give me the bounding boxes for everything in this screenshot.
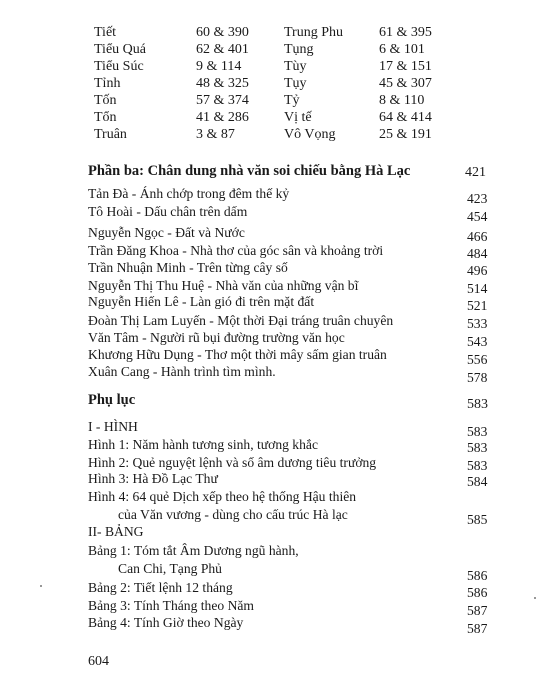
- page-number: 423: [467, 191, 488, 206]
- toc-entry: Bảng 2: Tiết lệnh 12 tháng: [88, 580, 233, 595]
- section-heading: Phụ lục: [88, 392, 136, 408]
- page-number: 543: [467, 334, 488, 349]
- toc-entry: Văn Tâm - Người rũ bụi đường trường văn học: [88, 330, 345, 345]
- index-pages: 60 & 390: [196, 25, 249, 40]
- index-name: Tùy: [284, 59, 307, 74]
- page-number: 587: [467, 603, 488, 618]
- index-name: Tỉnh: [94, 76, 121, 91]
- index-name: Tốn: [94, 93, 117, 108]
- index-pages: 8 & 110: [379, 93, 425, 108]
- toc-entry: của Văn vương - dùng cho cấu trúc Hà lạc: [118, 507, 348, 522]
- index-pages: 25 & 191: [379, 127, 432, 142]
- page-number: 586: [467, 568, 488, 583]
- index-pages: 48 & 325: [196, 76, 249, 91]
- index-pages: 9 & 114: [196, 59, 242, 74]
- toc-entry: Tô Hoài - Dấu chân trên dấm: [88, 204, 248, 219]
- index-name: Tỷ: [284, 93, 300, 108]
- toc-entry: Hình 4: 64 quẻ Dịch xếp theo hệ thống Hậu thiên: [88, 489, 357, 504]
- toc-entry: Nguyễn Thị Thu Huệ - Nhà văn của những vận bĩ: [88, 278, 359, 293]
- subsection-heading: II- BẢNG: [88, 524, 144, 539]
- index-pages: 41 & 286: [196, 110, 249, 125]
- index-name: Truân: [94, 127, 127, 142]
- section-heading: Phần ba: Chân dung nhà văn soi chiếu bằng Hà Lạc: [88, 163, 411, 179]
- scan-speck: [534, 597, 536, 599]
- page-number: 583: [467, 424, 488, 439]
- toc-entry: Hình 2: Quẻ nguyệt lệnh và số âm dương tiêu trưởng: [88, 455, 377, 470]
- toc-entry: Bảng 3: Tính Tháng theo Năm: [88, 598, 254, 613]
- toc-entry: Đoàn Thị Lam Luyến - Một thời Đại tráng truân chuyên: [88, 313, 394, 328]
- index-pages: 17 & 151: [379, 59, 432, 74]
- page-number: 583: [467, 458, 488, 473]
- toc-entry: Trần Nhuận Minh - Trên từng cây số: [88, 260, 288, 275]
- index-pages: 45 & 307: [379, 76, 432, 91]
- index-name: Tụy: [284, 76, 307, 91]
- index-pages: 61 & 395: [379, 25, 432, 40]
- page-number: 583: [467, 440, 488, 455]
- toc-entry: Hình 3: Hà Đồ Lạc Thư: [88, 471, 218, 486]
- page-number: 587: [467, 621, 488, 636]
- index-name: Tiết: [94, 25, 117, 40]
- page-number: 484: [467, 246, 488, 261]
- index-name: Tụng: [284, 42, 314, 57]
- index-pages: 57 & 374: [196, 93, 249, 108]
- scan-speck: [40, 585, 42, 587]
- index-name: Tổn: [94, 110, 117, 125]
- page-number: 454: [467, 209, 488, 224]
- toc-entry: Can Chi, Tạng Phủ: [118, 561, 222, 576]
- index-name: Vô Vọng: [284, 127, 336, 142]
- toc-entry: Nguyễn Hiến Lê - Làn gió đi trên mặt đất: [88, 294, 315, 309]
- toc-entry: Bảng 4: Tính Giờ theo Ngày: [88, 615, 244, 630]
- page-number: 521: [467, 298, 488, 313]
- index-pages: 64 & 414: [379, 110, 432, 125]
- toc-entry: Hình 1: Năm hành tương sinh, tương khắc: [88, 437, 318, 452]
- page-number: 466: [467, 229, 488, 244]
- page-number: 556: [467, 352, 488, 367]
- index-pages: 62 & 401: [196, 42, 249, 57]
- index-name: Trung Phu: [284, 25, 344, 40]
- toc-entry: Khương Hữu Dụng - Thơ một thời mây sấm gian truân: [88, 347, 387, 362]
- index-name: Tiểu Súc: [94, 59, 144, 74]
- index-name: Vị tế: [284, 110, 312, 125]
- page-number: 533: [467, 316, 488, 331]
- page-number: 583: [467, 397, 488, 412]
- toc-entry: Bảng 1: Tóm tắt Âm Dương ngũ hành,: [88, 543, 299, 558]
- index-pages: 3 & 87: [196, 127, 235, 142]
- page-number: 496: [467, 263, 488, 278]
- page-footer-number: 604: [88, 654, 109, 669]
- page-number: 421: [465, 165, 486, 180]
- page-number: 586: [467, 585, 488, 600]
- subsection-heading: I - HÌNH: [88, 419, 138, 434]
- index-name: Tiểu Quá: [94, 42, 146, 57]
- index-pages: 6 & 101: [379, 42, 425, 57]
- page-number: 584: [467, 474, 488, 489]
- page-number: 585: [467, 512, 488, 527]
- toc-entry: Tản Đà - Ánh chớp trong đêm thế kỷ: [88, 186, 290, 201]
- toc-entry: Nguyễn Ngọc - Đất và Nước: [88, 225, 245, 240]
- page-number: 578: [467, 370, 488, 385]
- toc-entry: Trần Đăng Khoa - Nhà thơ của góc sân và khoảng trời: [88, 243, 384, 258]
- page-number: 514: [467, 281, 488, 296]
- toc-entry: Xuân Cang - Hành trình tìm mình.: [88, 364, 276, 379]
